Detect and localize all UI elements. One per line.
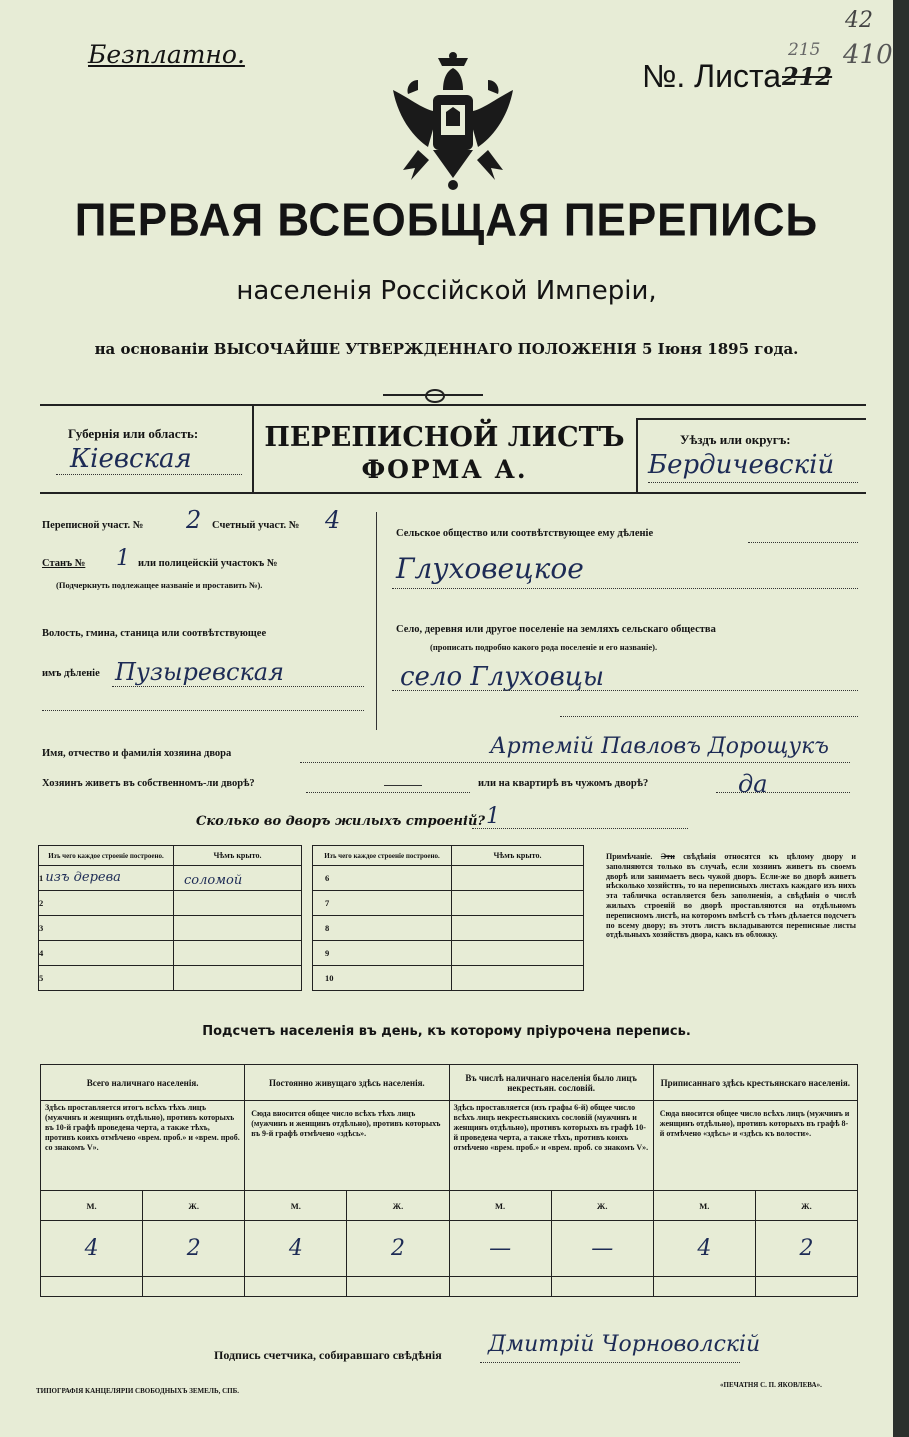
signature-line [480,1362,740,1363]
population-value: 4 [245,1221,347,1277]
table-row [39,941,302,966]
rented-value: да [738,770,768,798]
male-header: М. [449,1191,551,1221]
buildings-note [606,852,856,940]
volost-value: Пузыревская [115,658,284,686]
table-row [39,866,302,891]
note-struck: Эти [660,852,675,861]
table-row [313,891,584,916]
own-yard-line [306,792,470,793]
row-material: изъ дерева [45,870,121,885]
printer-left: ТИПОГРАФІЯ КАНЦЕЛЯРІИ СВОБОДНЫХЪ ЗЕМЕЛЬ, СПБ. [36,1387,239,1395]
form-title: ФОРМА А. [361,455,528,484]
uezd-line [648,482,858,483]
population-value: 4 [653,1221,755,1277]
schetny-uchast-value: 4 [325,506,341,534]
population-value: 2 [755,1221,857,1277]
row-number: 9 [325,948,330,958]
table-row [39,891,302,916]
population-col-desc: Здѣсь проставляется (изъ графы 6-й) общее число всѣхъ лицъ некрестьянскихъ сословій (мужчинъ и женщинъ отдѣльно), противъ которыхъ въ графѣ 10-й проведена черта, а также тѣхъ, противъ коихъ отмѣчено «врем. проб.» и «врем. проб. со знакомъ V». [449,1101,653,1191]
signature-value: Дмитрій Чорноволскій [488,1332,761,1357]
gubernia-label: Губернія или область: [68,426,199,441]
male-header: М. [653,1191,755,1221]
buildings-label: Сколько во дворъ жилыхъ строеній? [196,814,486,829]
pencil-number-mid: 215 [788,40,821,60]
volost-label: Волость, гмина, станица или соотвѣтствующее [42,628,267,639]
owner-name-label: Имя, отчество и фамилія хозяина двора [42,748,232,759]
scan-edge [893,0,909,1437]
female-header: Ж. [143,1191,245,1221]
stan-value: 1 [116,546,130,571]
material-header-right: Изъ чего каждое строеніе построено. [313,846,452,866]
table-row [313,966,584,991]
village-value: село Глуховцы [400,662,605,692]
census-basis: на основаніи ВЫСОЧАЙШЕ УТВЕРЖДЕННАГО ПОЛОЖЕНІЯ 5 Іюня 1895 года. [94,340,799,358]
row-number: 2 [39,898,44,908]
rented-line [716,792,850,793]
population-value: — [449,1221,551,1277]
uezd-value: Бердичевскій [648,450,835,480]
volost-line-2 [42,710,364,711]
population-col-title: Всего наличнаго населенія. [41,1065,245,1101]
roof-header-right: Чѣмъ крыто. [452,846,584,866]
fields-divider [376,512,377,730]
sheet-number-value: 212 [782,62,833,91]
owner-name-line [300,762,850,763]
material-header: Изъ чего каждое строеніе построено. [39,846,174,866]
rented-label: или на квартирѣ въ чужомъ дворѣ? [478,778,649,789]
pencil-number-top: 42 [845,8,873,33]
header-rule-top [40,404,866,406]
village-line [392,690,858,691]
underline-note: (Подчеркнуть подлежащее названіе и проставить №). [56,580,263,590]
society-line-2 [392,588,858,589]
population-value: 2 [143,1221,245,1277]
gubernia-value: Кіевская [70,444,192,474]
header-rule-right [636,418,638,492]
volost-label-2: имъ дѣленіе [42,668,100,679]
gubernia-line [56,474,242,475]
row-number: 3 [39,923,44,933]
female-header: Ж. [347,1191,449,1221]
note-heading: Примѣчаніе. [606,852,653,861]
population-col-title: Приписаннаго здѣсь крестьянскаго населенія. [653,1065,857,1101]
buildings-table-left [38,845,302,991]
population-col-desc: Здѣсь проставляется итогъ всѣхъ тѣхъ лицъ (мужчинъ и женщинъ отдѣльно), противъ которыхъ въ 10-й графѣ проведена черта, а также тѣхъ, противъ коихъ отмѣчено «врем. проб.» и «врем. проб. со знакомъ V». [41,1101,245,1191]
table-row [313,941,584,966]
roof-header: Чѣмъ крыто. [174,846,302,866]
row-number: 5 [39,973,44,983]
population-col-desc: Сюда вносится общее число всѣхъ тѣхъ лицъ (мужчинъ и женщинъ отдѣльно), противъ которыхъ въ 9-й графѣ отмѣчено «здѣсь». [245,1101,449,1191]
population-heading: Подсчетъ населенія въ день, къ которому пріурочена перепись. [202,1024,691,1039]
society-label: Сельское общество или соотвѣтствующее ему дѣленіе [396,528,654,539]
population-value: 4 [41,1221,143,1277]
perepis-uchast-value: 2 [186,506,202,534]
male-header: М. [245,1191,347,1221]
own-yard-dash [384,785,422,786]
row-number: 8 [325,923,330,933]
buildings-value: 1 [486,804,500,829]
population-col-desc: Сюда вносится общее число всѣхъ лицъ (мужчинъ и женщинъ отдѣльно), противъ которыхъ въ графѣ 8-й отмѣчено «здѣсь» и «здѣсь къ волости». [653,1101,857,1191]
row-number: 7 [325,898,330,908]
free-label: Безплатно. [88,40,245,69]
row-number: 1 [39,873,44,883]
male-header: М. [41,1191,143,1221]
female-header: Ж. [755,1191,857,1221]
census-subtitle: населенія Россійской Имперіи, [236,276,657,306]
schetny-uchast-label: Счетный участ. № [212,520,300,531]
population-col-title: Постоянно живущаго здѣсь населенія. [245,1065,449,1101]
society-line [748,542,858,543]
police-label: или полицейскій участокъ № [138,558,278,569]
row-number: 6 [325,873,330,883]
population-value: 2 [347,1221,449,1277]
population-table [40,1064,858,1297]
table-row [39,966,302,991]
header-rule-bottom [40,492,866,494]
printer-right: «ПЕЧАТНЯ С. П. ЯКОВЛЕВА». [720,1381,822,1389]
village-label: Село, деревня или другое поселеніе на земляхъ сельскаго общества [396,624,716,635]
volost-line [112,686,364,687]
buildings-table-right [312,845,584,991]
table-row [313,866,584,891]
note-text: свѣдѣнія относятся къ цѣлому двору и заполняются только въ случаѣ, если хозяинъ живетъ въ своемъ дворѣ или занимаетъ весь чужой дворъ. Если-же во дворѣ живетъ нѣсколько хозяйствъ, то на переписныхъ листахъ каждаго изъ нихъ эта табличка оставляется безъ заполненія, а свѣдѣнія о числѣ жилыхъ строеній во дворѣ проставляются на отдѣльномъ переписномъ листѣ, на которомъ вмѣстѣ съ тѣмъ дѣлается подсчетъ по всему двору; въ этотъ листъ вкладываются переписные листы отдѣльныхъ хозяйствъ двора, какъ въ обложку. [606,852,856,940]
row-number: 4 [39,948,44,958]
pencil-number-bottom: 410 [843,40,893,70]
perepis-uchast-label: Переписной участ. № [42,520,144,531]
uezd-label: Уѣздъ или округъ: [680,432,791,447]
census-title: ПЕРВАЯ ВСЕОБЩАЯ ПЕРЕПИСЬ [74,194,819,247]
header-rule-right-top [636,418,866,420]
female-header: Ж. [551,1191,653,1221]
table-row [39,916,302,941]
village-note: (прописать подробно какого рода поселеніе и его названіе). [430,642,658,652]
sheet-number-label: №. Листа [642,58,782,94]
population-value: — [551,1221,653,1277]
row-number: 10 [325,973,334,983]
buildings-line [472,828,688,829]
own-yard-label: Хозяинъ живетъ въ собственномъ-ли дворѣ? [42,778,255,789]
owner-name-value: Артемій Павловъ Дорощукъ [490,734,829,759]
stan-label: Станъ № [42,558,86,569]
table-row [313,916,584,941]
signature-label: Подпись счетчика, собиравшаго свѣдѣнія [214,1348,442,1362]
ornament-divider-knot [425,389,445,403]
imperial-eagle-icon [388,50,518,195]
village-line-2 [560,716,858,717]
sheet-title: ПЕРЕПИСНОЙ ЛИСТЪ [264,422,625,453]
population-col-title: Въ числѣ наличнаго населенія было лицъ некрестьян. сословій. [449,1065,653,1101]
row-roof: соломой [184,872,243,888]
society-value: Глуховецкое [396,552,584,585]
